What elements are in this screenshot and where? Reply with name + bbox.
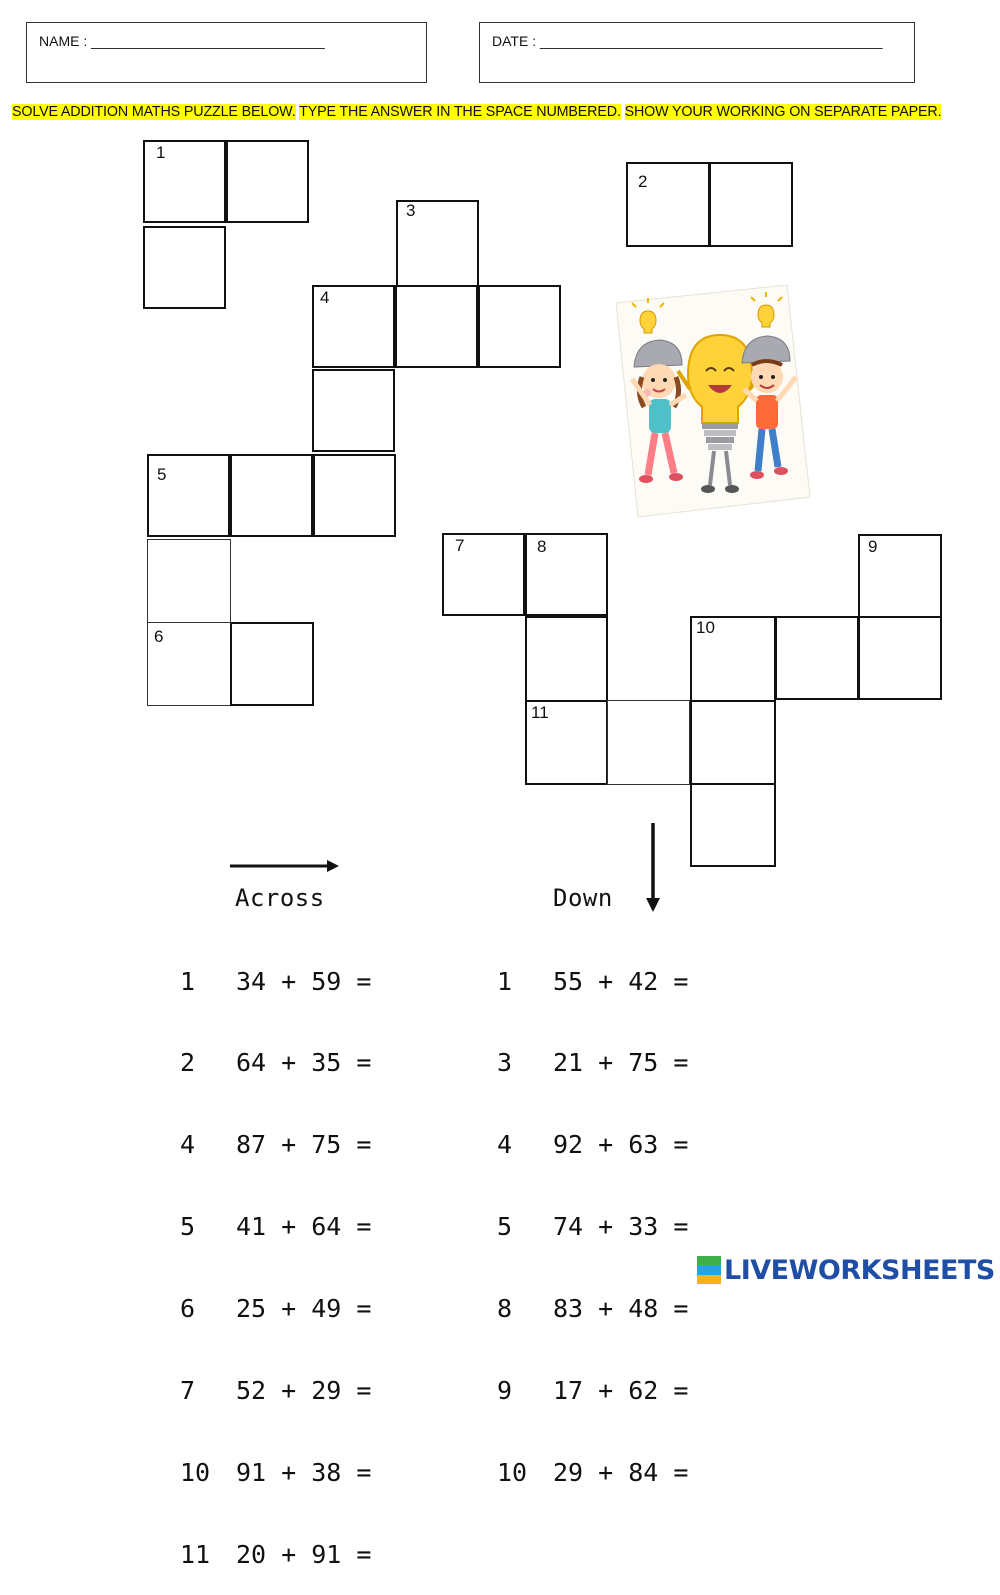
- clue-row: [180, 1295, 371, 1322]
- clue-row: [497, 1295, 688, 1322]
- clue-expression: 83 + 48 =: [553, 1294, 689, 1324]
- answer-cell[interactable]: [313, 454, 396, 537]
- clue-number: 7: [455, 536, 465, 555]
- clue-expression: 64 + 35 =: [236, 1048, 372, 1078]
- clue-num: 2: [180, 1048, 196, 1078]
- name-field[interactable]: [26, 22, 427, 83]
- clue-row: [497, 1131, 688, 1158]
- kids-lightbulb-illustration: [612, 285, 817, 520]
- answer-cell[interactable]: [858, 616, 942, 700]
- clue-row: [497, 1213, 688, 1240]
- answer-cell[interactable]: [607, 700, 690, 785]
- clue-num: 4: [180, 1130, 196, 1160]
- clue-row: [497, 1459, 688, 1486]
- clue-num: 3: [497, 1048, 513, 1078]
- answer-cell[interactable]: [478, 285, 561, 368]
- across-arrow-icon: [229, 858, 341, 874]
- across-heading: Across: [235, 884, 325, 912]
- clue-num: 10: [497, 1457, 528, 1487]
- across-clue-list: [180, 913, 371, 1595]
- answer-cell[interactable]: [226, 140, 309, 223]
- clue-num: 1: [180, 966, 196, 996]
- clue-num: 5: [180, 1212, 196, 1242]
- clue-number: 11: [531, 703, 549, 722]
- down-clue-list: [497, 913, 688, 1514]
- clue-expression: 52 + 29 =: [236, 1376, 372, 1406]
- clue-row: [180, 1459, 371, 1486]
- clue-expression: 25 + 49 =: [236, 1294, 372, 1324]
- clue-expression: 29 + 84 =: [553, 1457, 689, 1487]
- clue-number: 10: [696, 618, 715, 637]
- clue-number: 8: [537, 537, 547, 556]
- clue-expression: 20 + 91 =: [236, 1539, 372, 1569]
- answer-cell[interactable]: [690, 700, 776, 785]
- date-field[interactable]: [479, 22, 915, 83]
- answer-cell[interactable]: [147, 539, 231, 623]
- name-label: NAME : ______________________________: [39, 33, 325, 49]
- clue-expression: 91 + 38 =: [236, 1457, 372, 1487]
- answer-cell[interactable]: [690, 783, 776, 867]
- down-heading: Down: [553, 884, 613, 912]
- clue-num: 10: [180, 1457, 211, 1487]
- instruction-1: SOLVE ADDITION MATHS PUZZLE BELOW.: [12, 104, 296, 120]
- clue-expression: 21 + 75 =: [553, 1048, 689, 1078]
- clue-expression: 74 + 33 =: [553, 1212, 689, 1242]
- clue-num: 4: [497, 1130, 513, 1160]
- answer-cell[interactable]: [525, 616, 608, 702]
- answer-cell[interactable]: [312, 369, 395, 452]
- clue-row: [180, 1541, 371, 1568]
- down-arrow-icon: [645, 822, 661, 914]
- clue-row: [180, 968, 371, 995]
- clue-expression: 34 + 59 =: [236, 966, 372, 996]
- clue-number: 4: [320, 288, 330, 307]
- clue-number: 2: [638, 172, 648, 191]
- clue-expression: 92 + 63 =: [553, 1130, 689, 1160]
- clue-num: 5: [497, 1212, 513, 1242]
- clue-number: 9: [868, 537, 878, 556]
- clue-row: [497, 968, 688, 995]
- clue-row: [497, 1049, 688, 1076]
- date-label: DATE : ____________________________________________: [492, 33, 883, 49]
- clue-number: 3: [406, 201, 416, 220]
- answer-cell[interactable]: [709, 162, 793, 247]
- instructions: [12, 102, 992, 122]
- clue-num: 7: [180, 1376, 196, 1406]
- clue-expression: 17 + 62 =: [553, 1376, 689, 1406]
- brand-name: LIVEWORKSHEETS: [724, 1254, 995, 1286]
- clue-num: 8: [497, 1294, 513, 1324]
- answer-cell[interactable]: [775, 616, 859, 700]
- answer-cell[interactable]: [230, 454, 313, 537]
- clue-expression: 55 + 42 =: [553, 966, 689, 996]
- answer-cell[interactable]: [395, 285, 478, 368]
- clue-number: 1: [156, 143, 166, 162]
- answer-cell[interactable]: [143, 226, 226, 309]
- clue-row: [180, 1049, 371, 1076]
- clue-number: 5: [157, 465, 167, 484]
- clue-expression: 87 + 75 =: [236, 1130, 372, 1160]
- clue-number: 6: [154, 627, 164, 646]
- clue-row: [180, 1377, 371, 1404]
- clue-expression: 41 + 64 =: [236, 1212, 372, 1242]
- instruction-3: SHOW YOUR WORKING ON SEPARATE PAPER.: [624, 104, 942, 120]
- clue-row: [180, 1131, 371, 1158]
- liveworksheets-logo: [697, 1254, 995, 1286]
- clue-row: [497, 1377, 688, 1404]
- liveworksheets-mark-icon: [697, 1256, 721, 1284]
- clue-num: 1: [497, 966, 513, 996]
- clue-num: 11: [180, 1539, 211, 1569]
- clue-row: [180, 1213, 371, 1240]
- clue-num: 9: [497, 1376, 513, 1406]
- clue-num: 6: [180, 1294, 196, 1324]
- answer-cell[interactable]: [230, 622, 314, 706]
- instruction-2: TYPE THE ANSWER IN THE SPACE NUMBERED.: [299, 104, 621, 120]
